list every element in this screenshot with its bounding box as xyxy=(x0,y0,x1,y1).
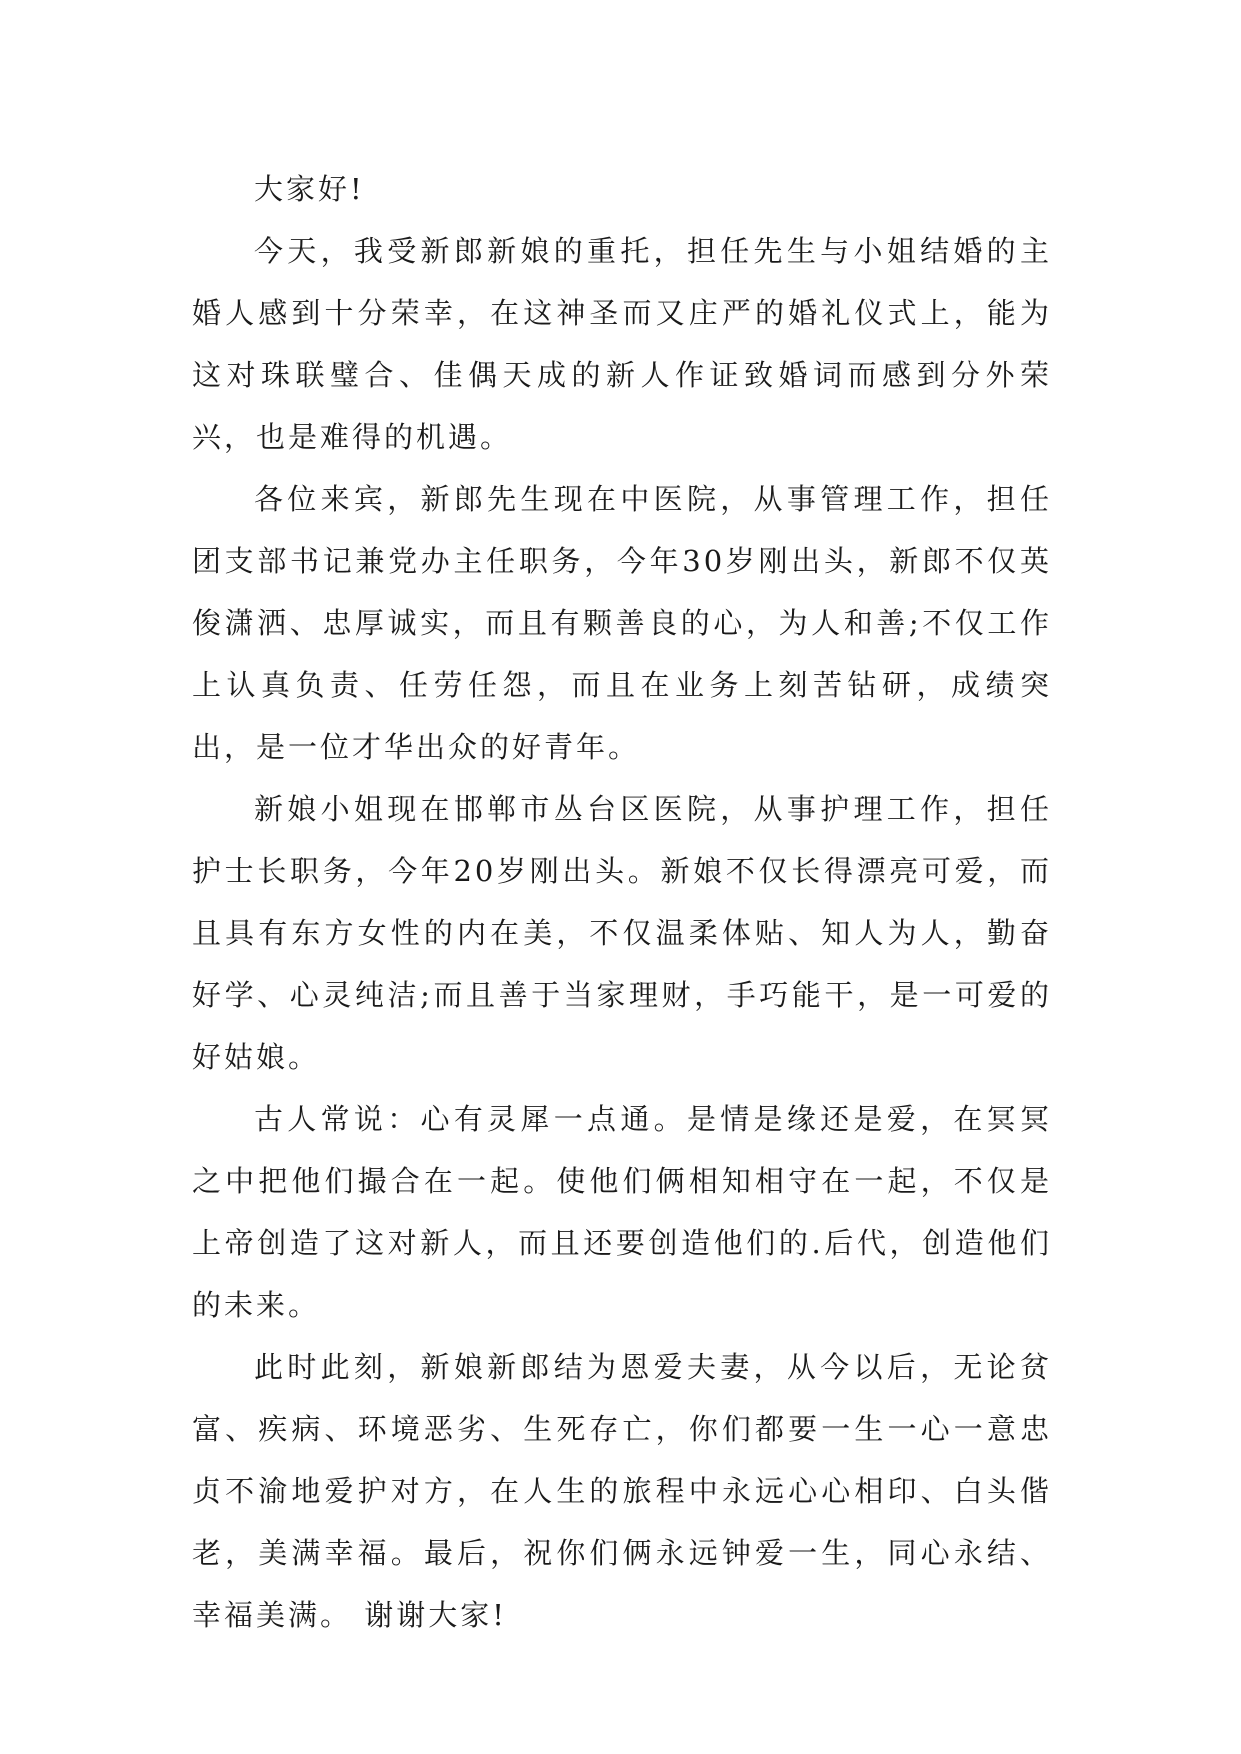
paragraph-fate: 古人常说：心有灵犀一点通。是情是缘还是爱，在冥冥之中把他们撮合在一起。使他们俩相知相守在一起，不仅是上帝创造了这对新人，而且还要创造他们的.后代，创造他们的未来。 xyxy=(192,1102,1052,1322)
paragraph-groom: 各位来宾，新郎先生现在中医院，从事管理工作，担任团支部书记兼党办主任职务，今年30岁刚出头，新郎不仅英俊潇洒、忠厚诚实，而且有颗善良的心，为人和善;不仅工作上认真负责、任劳任怨，而且在业务上刻苦钻研，成绩突出，是一位才华出众的好青年。 xyxy=(192,482,1052,764)
paragraph-introduction: 今天，我受新郎新娘的重托，担任先生与小姐结婚的主婚人感到十分荣幸，在这神圣而又庄严的婚礼仪式上，能为这对珠联璧合、佳偶天成的新人作证致婚词而感到分外荣兴，也是难得的机遇。 xyxy=(192,234,1052,454)
paragraph-greeting: 大家好! xyxy=(254,172,365,206)
paragraph-blessing: 此时此刻，新娘新郎结为恩爱夫妻，从今以后，无论贫富、疾病、环境恶劣、生死存亡，你们都要一生一心一意忠贞不渝地爱护对方，在人生的旅程中永远心心相印、白头偕老，美满幸福。最后，祝你们俩永远钟爱一生，同心永结、幸福美满。 谢谢大家! xyxy=(192,1350,1052,1632)
document-body xyxy=(192,158,1052,1646)
paragraph-bride: 新娘小姐现在邯郸市丛台区医院，从事护理工作，担任护士长职务，今年20岁刚出头。新娘不仅长得漂亮可爱，而且具有东方女性的内在美，不仅温柔体贴、知人为人，勤奋好学、心灵纯洁;而且善于当家理财，手巧能干，是一可爱的好姑娘。 xyxy=(192,792,1052,1074)
